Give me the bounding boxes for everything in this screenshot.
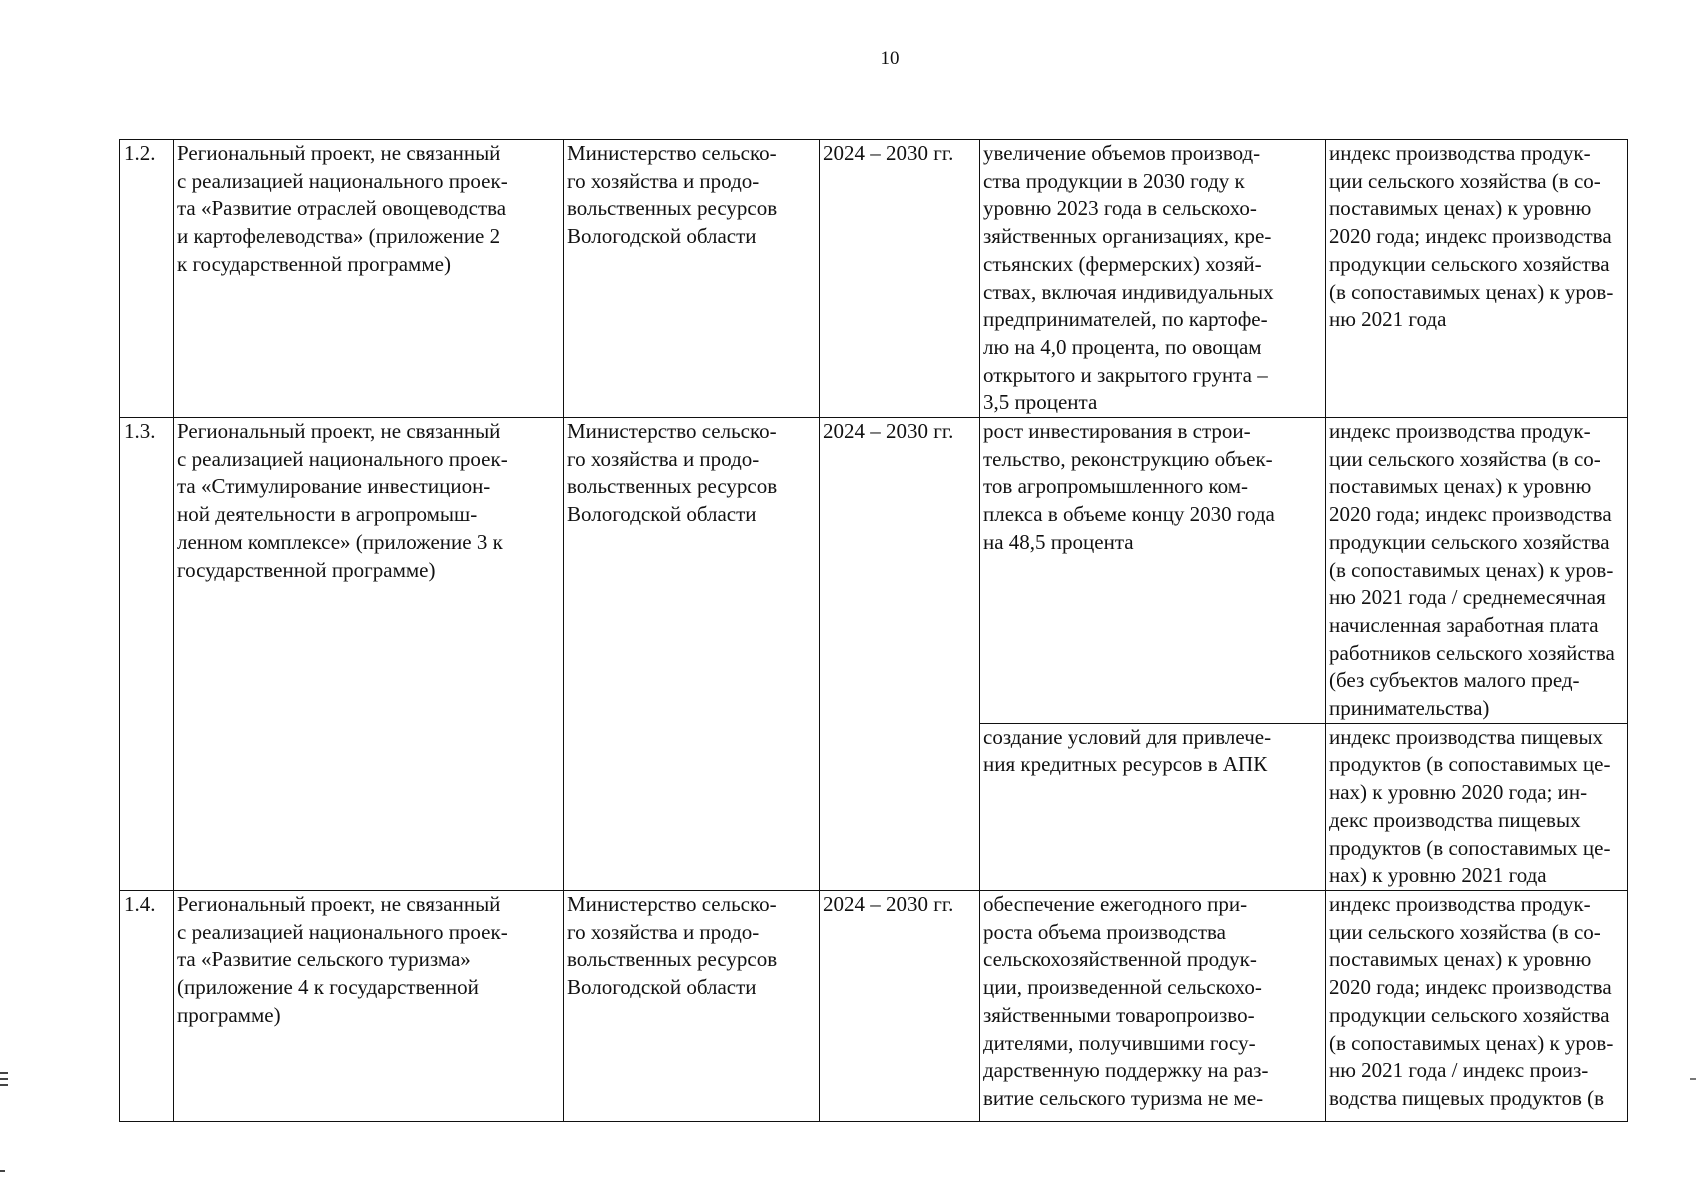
text-line: нах) к уровню 2020 года; ин-	[1329, 780, 1588, 805]
text-line: поставимых ценах) к уровню	[1329, 947, 1592, 972]
text-line: ции сельского хозяйства (в со-	[1329, 446, 1601, 471]
cell-content: 2024 – 2030 гг.	[823, 891, 954, 916]
text-line: 3,5 процента	[983, 390, 1098, 415]
text-line: к государственной программе)	[177, 251, 451, 276]
text-line: ленном комплексе» (приложение 3 к	[177, 529, 503, 554]
text-line: (приложение 4 к государственной	[177, 975, 479, 1000]
text-line: тов агропромышленного ком-	[983, 474, 1249, 499]
row-number: 1.2.	[120, 140, 174, 418]
text-line: 2020 года; индекс производства	[1329, 975, 1612, 1000]
text-line: лю на 4,0 процента, по овощам	[983, 334, 1262, 359]
table-row	[120, 418, 1628, 724]
text-line: открытого и закрытого грунта –	[983, 362, 1268, 387]
text-line: плекса в объеме концу 2030 года	[983, 502, 1275, 527]
text-line: государственной программе)	[177, 557, 436, 582]
indicator	[1326, 890, 1628, 1121]
text-line: ствах, включая индивидуальных	[983, 279, 1274, 304]
page-number: 10	[880, 48, 900, 69]
cell-content	[983, 891, 1323, 1121]
text-line: индекс производства продук-	[1329, 141, 1591, 165]
text-line: декс производства пищевых	[1329, 807, 1581, 832]
text-line: роста объема производства	[983, 919, 1226, 944]
text-line: витие сельского туризма не ме-	[983, 1085, 1264, 1110]
text-line: Вологодской области	[567, 975, 757, 1000]
text-line: (в сопоставимых ценах) к уров-	[1329, 1030, 1614, 1055]
text-line: ства продукции в 2030 году к	[983, 168, 1245, 193]
text-line: Вологодской области	[567, 502, 757, 527]
text-line: продукции сельского хозяйства	[1329, 529, 1610, 554]
indicator	[1326, 140, 1628, 418]
text-line: ции сельского хозяйства (в со-	[1329, 919, 1601, 944]
table-row	[120, 140, 1628, 418]
text-line: предпринимателей, по картофе-	[983, 307, 1268, 332]
text-line: (без субъектов малого пред-	[1329, 668, 1580, 693]
text-line: продуктов (в сопоставимых це-	[1329, 835, 1611, 860]
text-line: ции, произведенной сельскохо-	[983, 975, 1262, 1000]
text-line: зяйственных организациях, кре-	[983, 224, 1272, 249]
text-line: Министерство сельско-	[567, 141, 777, 165]
text-line: 2020 года; индекс производства	[1329, 224, 1612, 249]
responsible-body	[564, 418, 820, 891]
text-line: вольственных ресурсов	[567, 196, 778, 221]
text-line: ню 2021 года	[1329, 307, 1447, 332]
text-line: та «Развитие сельского туризма»	[177, 947, 471, 972]
text-line: вольственных ресурсов	[567, 474, 778, 499]
project-name	[174, 140, 564, 418]
scan-margin-mark	[0, 1170, 5, 1172]
text-line: на 48,5 процента	[983, 529, 1134, 554]
period: 2024 – 2030 гг.	[820, 140, 980, 418]
table-row	[120, 890, 1628, 1121]
text-line: Вологодской области	[567, 224, 757, 249]
text-line: ной деятельности в агропромыш-	[177, 502, 478, 527]
text-line: создание условий для привлече-	[983, 724, 1272, 749]
scan-margin-mark	[0, 1072, 8, 1074]
text-line: работников сельского хозяйства	[1329, 640, 1615, 665]
text-line: поставимых ценах) к уровню	[1329, 196, 1592, 221]
text-line: ции сельского хозяйства (в со-	[1329, 168, 1601, 193]
text-line: нах) к уровню 2021 года	[1329, 863, 1547, 888]
text-line: та «Стимулирование инвестицион-	[177, 474, 491, 499]
task	[980, 140, 1326, 418]
row-number: 1.4.	[120, 890, 174, 1121]
text-line: принимательства)	[1329, 696, 1490, 721]
text-line: начисленная заработная плата	[1329, 612, 1599, 637]
text-line: увеличение объемов производ-	[983, 141, 1261, 165]
text-line: уровню 2023 года в сельскохо-	[983, 196, 1257, 221]
text-line: индекс производства пищевых	[1329, 724, 1604, 749]
scan-margin-mark	[1690, 1078, 1696, 1080]
task	[980, 890, 1326, 1121]
text-line: (в сопоставимых ценах) к уров-	[1329, 279, 1614, 304]
period: 2024 – 2030 гг.	[820, 418, 980, 891]
indicator	[1326, 723, 1628, 890]
text-line: Региональный проект, не связанный	[177, 891, 501, 916]
text-line: го хозяйства и продо-	[567, 168, 760, 193]
text-line: обеспечение ежегодного при-	[983, 891, 1248, 916]
text-line: продукции сельского хозяйства	[1329, 251, 1610, 276]
cell-content	[1329, 891, 1625, 1121]
text-line: Министерство сельско-	[567, 419, 777, 444]
text-line: ния кредитных ресурсов в АПК	[983, 752, 1268, 777]
text-line: ню 2021 года / среднемесячная	[1329, 585, 1606, 610]
responsible-body	[564, 140, 820, 418]
text-line: ню 2021 года / индекс произ-	[1329, 1058, 1589, 1083]
text-line: поставимых ценах) к уровню	[1329, 474, 1592, 499]
text-line: индекс производства продук-	[1329, 419, 1591, 444]
text-line: Региональный проект, не связанный	[177, 419, 501, 444]
text-line: вольственных ресурсов	[567, 947, 778, 972]
text-line: го хозяйства и продо-	[567, 446, 760, 471]
text-line: индекс производства продук-	[1329, 891, 1591, 916]
responsible-body	[564, 890, 820, 1121]
text-line: продукции сельского хозяйства	[1329, 1002, 1610, 1027]
project-name	[174, 890, 564, 1121]
task	[980, 418, 1326, 724]
text-line: та «Развитие отраслей овощеводства	[177, 196, 507, 221]
text-line: 2020 года; индекс производства	[1329, 502, 1612, 527]
text-line: и картофелеводства» (приложение 2	[177, 224, 501, 249]
cell-content	[567, 891, 817, 1121]
text-line: рост инвестирования в строи-	[983, 419, 1251, 444]
scan-margin-mark	[0, 1084, 8, 1086]
text-line: с реализацией национального проек-	[177, 168, 508, 193]
text-line: водства пищевых продуктов (в	[1329, 1085, 1605, 1110]
scan-margin-mark	[0, 1078, 8, 1080]
text-line: дарственную поддержку на раз-	[983, 1058, 1269, 1083]
text-line: Министерство сельско-	[567, 891, 777, 916]
indicator	[1326, 418, 1628, 724]
text-line: с реализацией национального проек-	[177, 919, 508, 944]
text-line: зяйственными товаропроизво-	[983, 1002, 1255, 1027]
text-line: программе)	[177, 1002, 281, 1027]
text-line: с реализацией национального проек-	[177, 446, 508, 471]
text-line: стьянских (фермерских) хозяй-	[983, 251, 1262, 276]
text-line: продуктов (в сопоставимых це-	[1329, 752, 1611, 777]
programs-table	[119, 139, 1628, 1122]
text-line: го хозяйства и продо-	[567, 919, 760, 944]
task	[980, 723, 1326, 890]
row-number: 1.3.	[120, 418, 174, 891]
text-line: (в сопоставимых ценах) к уров-	[1329, 557, 1614, 582]
cell-content	[177, 891, 561, 1121]
text-line: дителями, получившими госу-	[983, 1030, 1256, 1055]
text-line: Региональный проект, не связанный	[177, 141, 501, 165]
text-line: тельство, реконструкцию объек-	[983, 446, 1273, 471]
period	[820, 890, 980, 1121]
project-name	[174, 418, 564, 891]
text-line: сельскохозяйственной продук-	[983, 947, 1257, 972]
